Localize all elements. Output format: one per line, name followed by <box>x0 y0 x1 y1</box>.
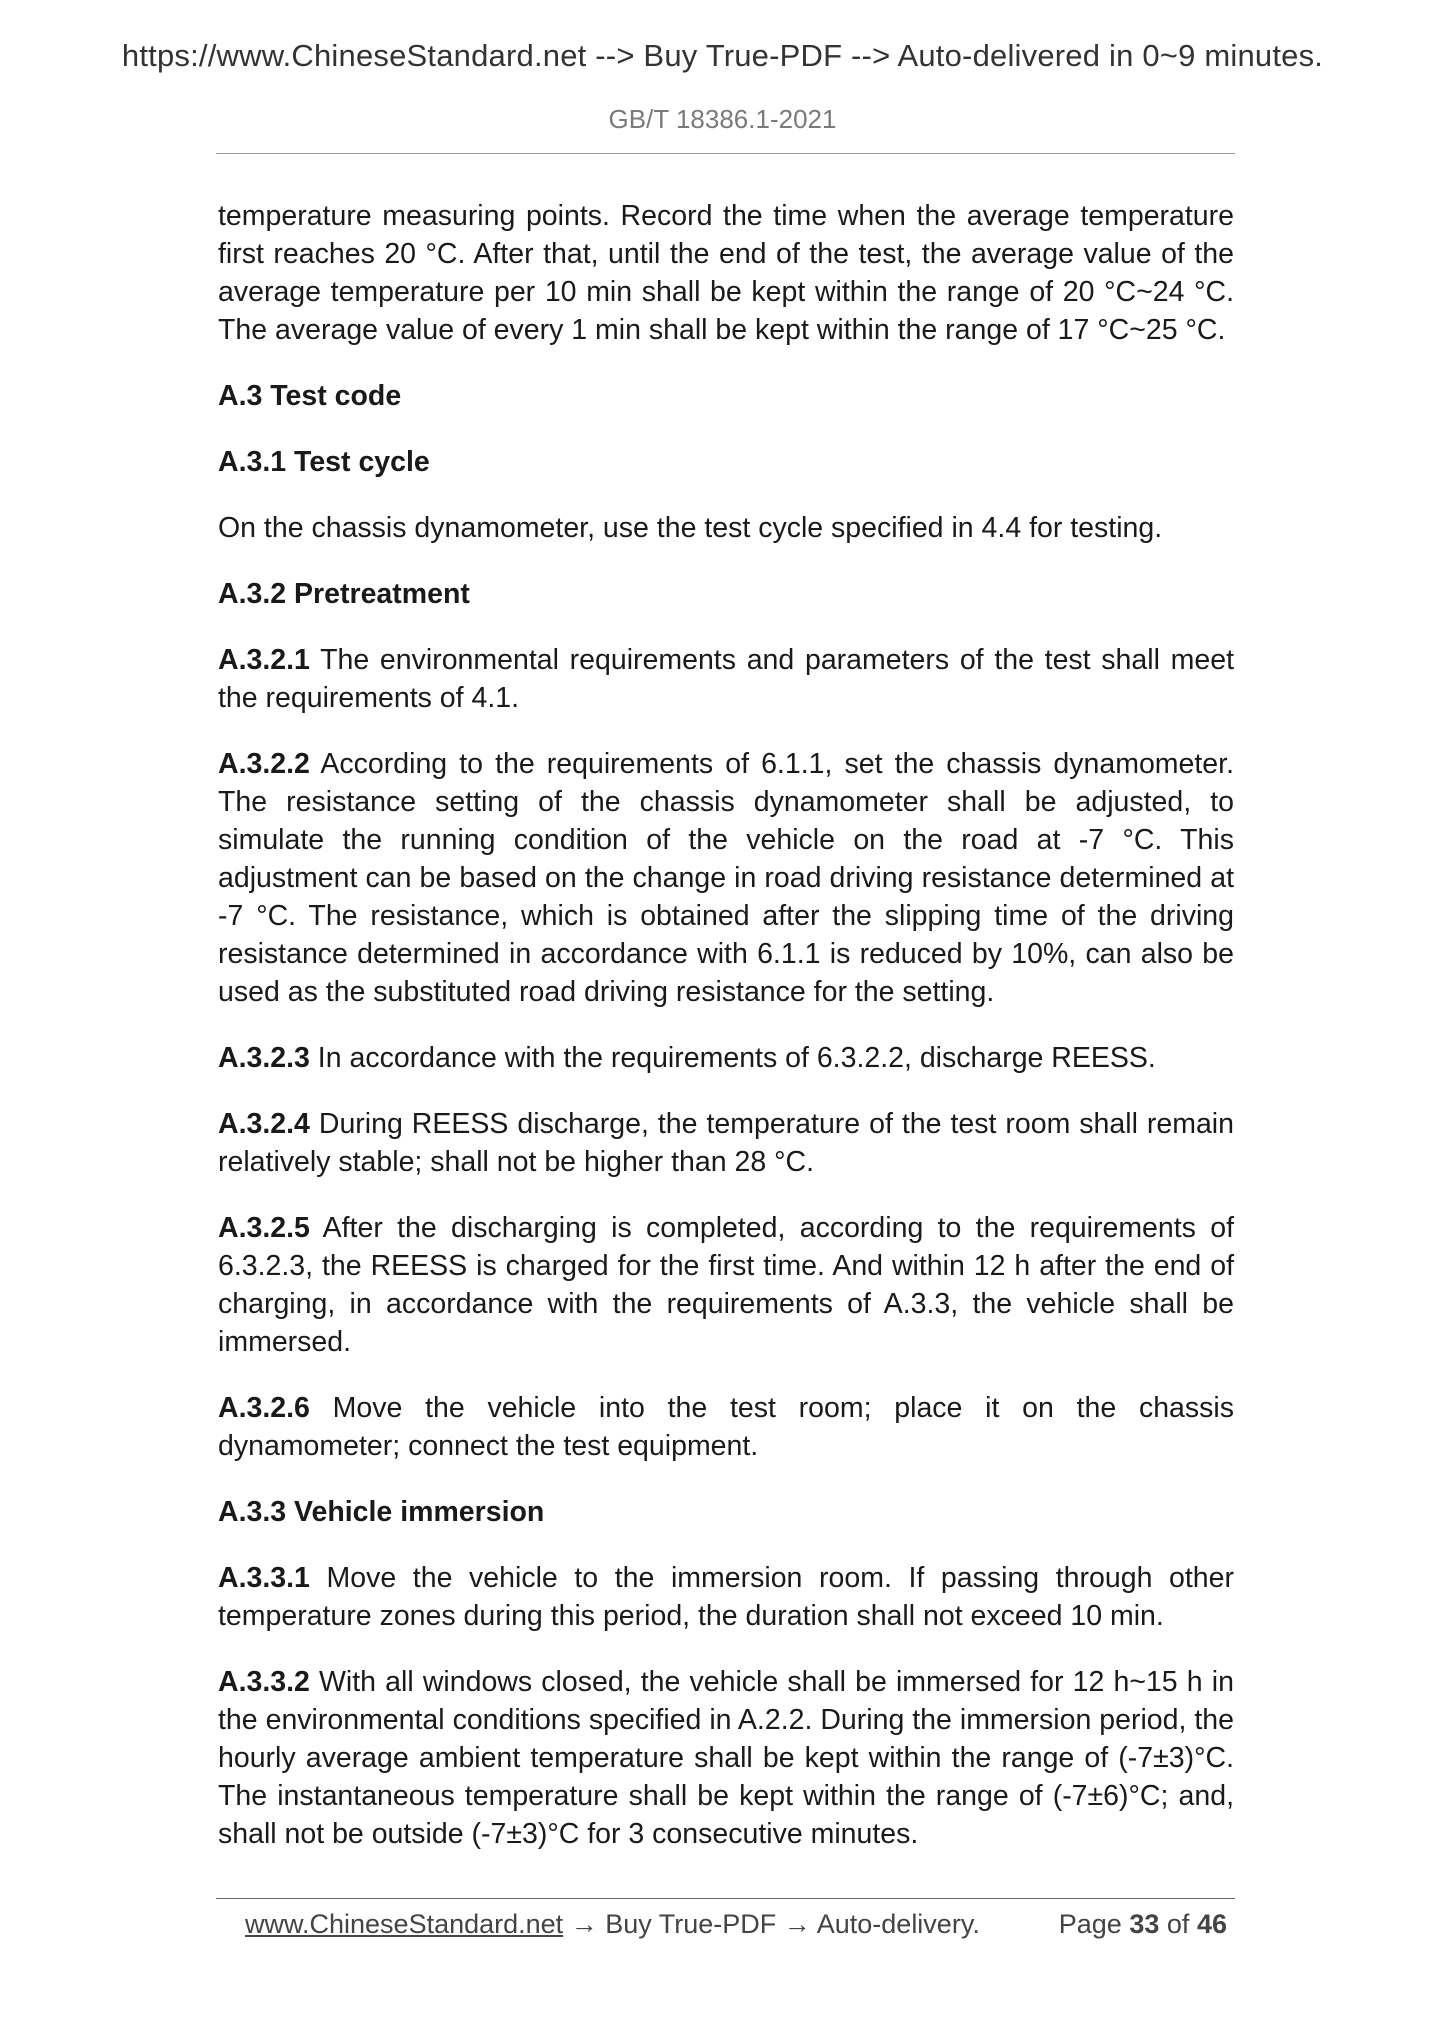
clause-number: A.3.2.6 <box>218 1392 310 1424</box>
paragraph-intro: temperature measuring points. Record the time when the average temperature first reaches 20 °C. After that, until the end of the test, the average value of the average temperature per 10 min shall be kept within the range of 20 °C~24 °C. The average value of every 1 min shall be kept within the range of 17 °C~25 °C. <box>218 200 1234 346</box>
clause-number: A.3.2.2 <box>218 748 310 780</box>
clause-number: A.3.3.2 <box>218 1666 310 1698</box>
page-footer <box>245 1906 1235 1942</box>
page-total: 46 <box>1196 1909 1227 1939</box>
clause-a3-2-3 <box>218 1039 1234 1077</box>
clause-a3-2-5 <box>218 1209 1234 1361</box>
clause-number: A.3.2.5 <box>218 1212 310 1244</box>
document-body <box>218 197 1234 1881</box>
clause-a3-2-4 <box>218 1105 1234 1181</box>
heading-a3: A.3 Test code <box>218 380 402 412</box>
clause-a3-3-2 <box>218 1663 1234 1853</box>
clause-a3-2-6 <box>218 1389 1234 1465</box>
heading-a3-3: A.3.3 Vehicle immersion <box>218 1496 545 1528</box>
clause-text: The environmental requirements and parameters of the test shall meet the requirements of 4.1. <box>218 644 1234 714</box>
clause-text: Move the vehicle into the test room; place it on the chassis dynamometer; connect the test equipment. <box>218 1392 1234 1462</box>
header-divider <box>216 153 1235 154</box>
clause-text: In accordance with the requirements of 6.3.2.2, discharge REESS. <box>309 1042 1156 1074</box>
clause-a3-3-1 <box>218 1559 1234 1635</box>
clause-number: A.3.2.3 <box>218 1042 310 1074</box>
page-current: 33 <box>1129 1909 1160 1939</box>
page-label: Page <box>1058 1909 1122 1939</box>
standard-number: GB/T 18386.1-2021 <box>608 104 837 134</box>
footer-site-link[interactable]: www.ChineseStandard.net <box>245 1909 564 1939</box>
clause-a3-2-2 <box>218 745 1234 1011</box>
clause-text: After the discharging is completed, according to the requirements of 6.3.2.3, the REESS is charged for the first time. And within 12 h after the end of charging, in accordance with the requirements of A.3.3, the vehicle shall be immersed. <box>218 1212 1234 1358</box>
clause-text: According to the requirements of 6.1.1, set the chassis dynamometer. The resistance setting of the chassis dynamometer shall be adjusted, to simulate the running condition of the vehicle on the road at -7 °C. This adjustment can be based on the change in road driving resistance determined at -7 °C. The resistance, which is obtained after the slipping time of the driving resistance determined in accordance with 6.1.1 is reduced by 10%, can also be used as the substituted road driving resistance for the setting. <box>218 748 1234 1008</box>
page-indicator <box>1059 1906 1227 1942</box>
clause-text: Move the vehicle to the immersion room. If passing through other temperature zones during this period, the duration shall not exceed 10 min. <box>218 1562 1234 1632</box>
clause-number: A.3.3.1 <box>218 1562 310 1594</box>
page-of: of <box>1166 1909 1190 1939</box>
source-banner: https://www.ChineseStandard.net --> Buy True-PDF --> Auto-delivered in 0~9 minutes. <box>121 38 1324 73</box>
clause-text: With all windows closed, the vehicle shall be immersed for 12 h~15 h in the environmental conditions specified in A.2.2. During the immersion period, the hourly average ambient temperature shall be kept within the range of (-7±3)°C. The instantaneous temperature shall be kept within the range of (-7±6)°C; and, shall not be outside (-7±3)°C for 3 consecutive minutes. <box>218 1666 1234 1850</box>
clause-a3-2-1 <box>218 641 1234 717</box>
clause-text: During REESS discharge, the temperature of the test room shall remain relatively stable; shall not be higher than 28 °C. <box>218 1108 1234 1178</box>
clause-number: A.3.2.4 <box>218 1108 310 1140</box>
heading-a3-2: A.3.2 Pretreatment <box>218 578 470 610</box>
footer-tagline: → Buy True-PDF → Auto-delivery. <box>563 1909 980 1939</box>
heading-a3-1: A.3.1 Test cycle <box>218 446 430 478</box>
clause-number: A.3.2.1 <box>218 644 310 676</box>
footer-divider <box>216 1898 1235 1899</box>
paragraph-a3-1: On the chassis dynamometer, use the test cycle specified in 4.4 for testing. <box>218 512 1163 544</box>
